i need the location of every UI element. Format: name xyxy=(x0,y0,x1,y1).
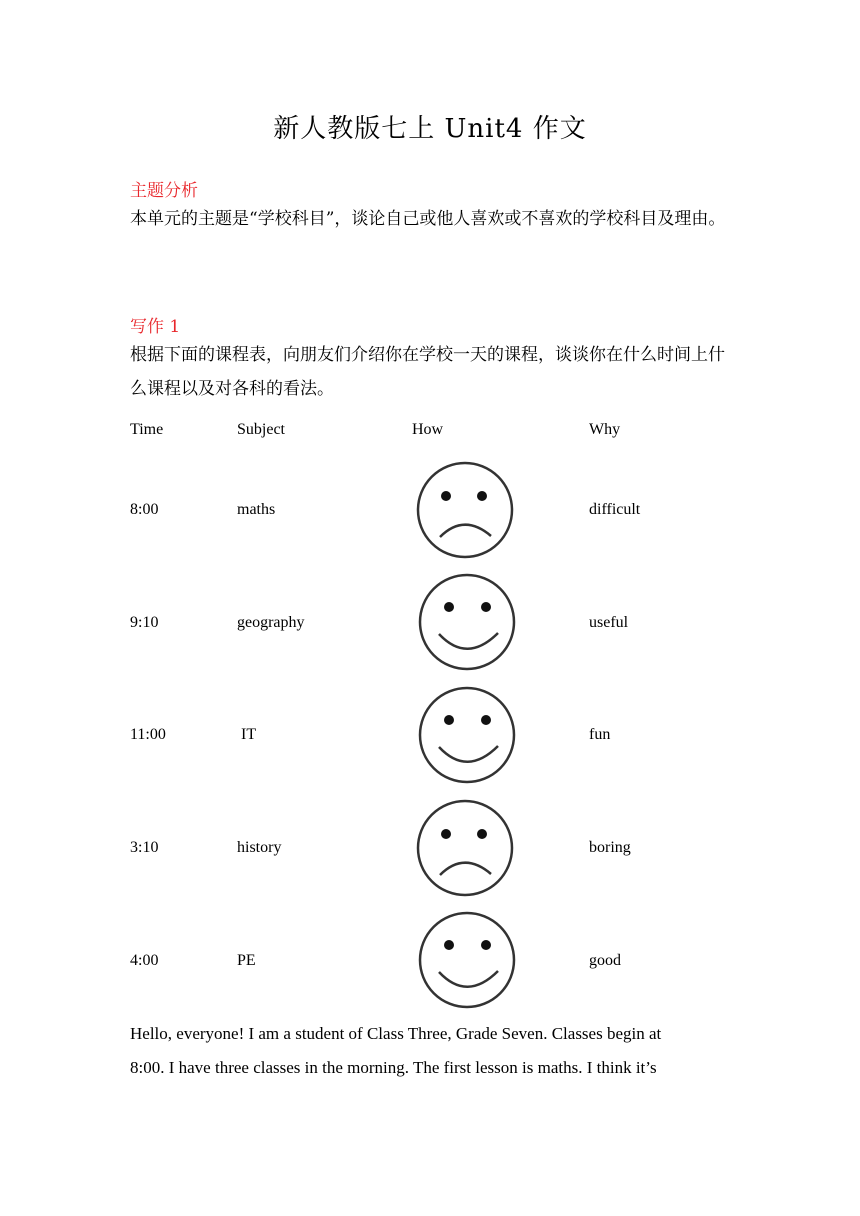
time-cell: 3:10 xyxy=(130,839,159,856)
why-cell: fun xyxy=(589,726,611,743)
subject-cell: maths xyxy=(237,501,276,518)
smiley-face-icon xyxy=(415,570,519,674)
smiley-face-icon xyxy=(415,908,519,1012)
why-cell: good xyxy=(589,952,621,969)
subject-cell: IT xyxy=(237,726,257,743)
time-cell: 8:00 xyxy=(130,501,159,518)
col-header-time: Time xyxy=(130,421,164,438)
subject-cell: PE xyxy=(237,952,256,969)
essay-line: 8:00. I have three classes in the morning. The first lesson is maths. I think it’s xyxy=(130,1058,657,1077)
writing-task-paragraph: 根据下面的课程表，向朋友们介绍你在学校一天的课程，谈谈你在什么时间上什么课程以及对各科的看法。 xyxy=(130,345,725,399)
col-header-subject: Subject xyxy=(237,421,285,438)
sad-face-icon xyxy=(413,796,517,900)
section-heading-theme: 主题分析 xyxy=(130,181,198,201)
why-cell: difficult xyxy=(589,501,641,518)
section-heading-writing-1: 写作 1 xyxy=(130,317,181,337)
subject-cell: geography xyxy=(237,614,305,631)
why-cell: boring xyxy=(589,839,631,856)
page-title: 新人教版七上 Unit4 作文 xyxy=(273,114,587,144)
time-cell: 4:00 xyxy=(130,952,159,969)
smiley-face-icon xyxy=(415,683,519,787)
theme-paragraph: 本单元的主题是“学校科目”，谈论自己或他人喜欢或不喜欢的学校科目及理由。 xyxy=(130,209,726,229)
subject-cell: history xyxy=(237,839,282,856)
col-header-how: How xyxy=(412,421,444,438)
time-cell: 9:10 xyxy=(130,614,159,631)
time-cell: 11:00 xyxy=(130,726,166,743)
col-header-why: Why xyxy=(589,421,621,438)
essay-line: Hello, everyone! I am a student of Class Three, Grade Seven. Classes begin at xyxy=(130,1024,662,1043)
why-cell: useful xyxy=(589,614,629,631)
sad-face-icon xyxy=(413,458,517,562)
